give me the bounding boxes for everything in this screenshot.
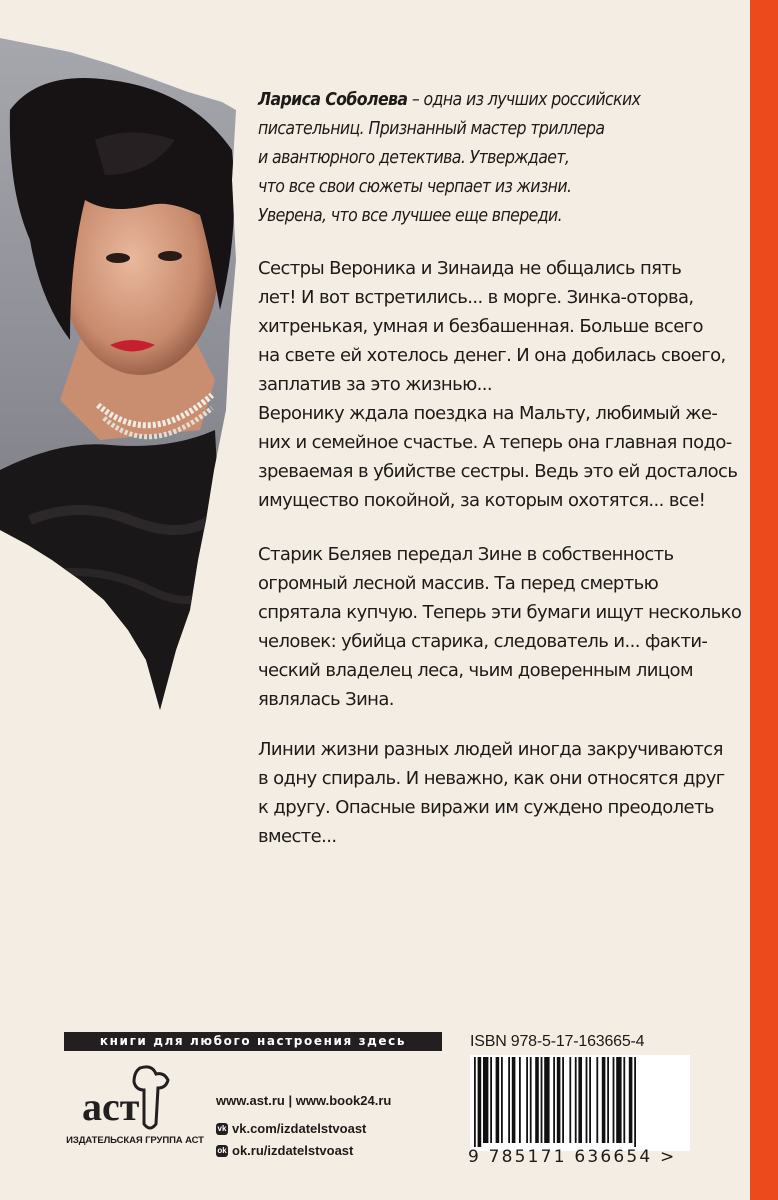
ok-icon: ok (217, 1146, 227, 1155)
author-bio (258, 86, 728, 231)
barcode-bar (535, 1057, 539, 1143)
text-line: Линии жизни разных людей иногда закручиваются (258, 739, 723, 760)
text-line: вместе... (258, 826, 337, 847)
text-line: Веронику ждала поездка на Мальту, любимый же- (258, 403, 718, 424)
text-line: спрятала купчую. Теперь эти бумаги ищут несколько (258, 602, 742, 623)
synopsis-paragraph-2 (258, 540, 742, 714)
barcode-bar (623, 1057, 625, 1143)
author-bio-line: Уверена, что все лучшее еще впереди. (258, 206, 563, 226)
author-name: Лариса Соболева (258, 90, 408, 110)
barcode-bar (496, 1057, 500, 1143)
text-line: заплатив за это жизнью... (258, 374, 493, 395)
text-line: лет! И вот встретились... в морге. Зинка-оторва, (258, 287, 694, 308)
barcode (470, 1055, 690, 1151)
barcode-bar (483, 1057, 488, 1143)
barcode-bar (501, 1057, 503, 1143)
tagline-banner: книги для любого настроения здесь (64, 1032, 442, 1051)
barcode-bar (602, 1057, 606, 1143)
vk-link[interactable]: vk.com/izdatelstvoast (232, 1121, 367, 1136)
text-line: огромный лесной массив. Та перед смертью (258, 573, 659, 594)
isbn-number: ISBN 978-5-17-163665-4 (470, 1033, 645, 1050)
barcode-bar (512, 1057, 516, 1143)
barcode-bar (616, 1057, 621, 1143)
text-line: к другу. Опасные виражи им суждено преодолеть (258, 797, 714, 818)
text-line: зреваемая в убийстве сестры. Ведь это ей досталось (258, 461, 738, 482)
barcode-bar (562, 1057, 564, 1143)
spine-stripe (750, 0, 778, 1200)
synopsis-paragraph-3 (258, 735, 738, 851)
barcode-bar (508, 1057, 510, 1143)
logo-text: АСТ (82, 1084, 140, 1129)
synopsis-paragraph-1 (258, 254, 738, 515)
publisher-label: ИЗДАТЕЛЬСКАЯ ГРУППА АСТ (66, 1135, 204, 1146)
barcode-bar (596, 1057, 598, 1143)
barcode-bar (553, 1057, 555, 1143)
author-portrait (0, 0, 250, 720)
barcode-bar (569, 1057, 571, 1143)
author-bio-line: что все свои сюжеты черпает из жизни. (258, 177, 572, 197)
barcode-bar (557, 1057, 561, 1143)
barcode-bar (490, 1057, 492, 1143)
barcode-bar (589, 1057, 591, 1143)
barcode-bar (526, 1057, 528, 1143)
barcode-bar (474, 1057, 476, 1147)
publisher-links (216, 1090, 391, 1162)
barcode-bar (544, 1057, 549, 1143)
text-line: хитренькая, умная и безбашенная. Больше всего (258, 316, 703, 337)
barcode-bar (607, 1057, 609, 1143)
author-bio-line: – одна из лучших российских (411, 90, 641, 110)
barcode-bar (478, 1057, 482, 1147)
text-line: Сестры Вероника и Зинаида не общались пять (258, 258, 682, 279)
barcode-bar (541, 1057, 543, 1143)
text-line: в одну спираль. И неважно, как они относятся друг (258, 768, 725, 789)
text-line: ческий владелец леса, чьим доверенным лицом (258, 660, 693, 681)
author-bio-line: писательниц. Признанный мастер триллера (258, 119, 605, 139)
vk-icon: vk (217, 1124, 227, 1133)
barcode-bar (530, 1057, 532, 1143)
text-line: них и семейное счастье. А теперь она главная подо- (258, 432, 732, 453)
text-line: человек: убийца старика, следователь и... факти- (258, 631, 708, 652)
text-line: являлась Зина. (258, 689, 394, 710)
text-line: на свете ей хотелось денег. И она добилась своего, (258, 345, 726, 366)
text-line: имущество покойной, за которым охотятся... все! (258, 490, 706, 511)
barcode-bar (613, 1057, 615, 1143)
website-links[interactable]: www.ast.ru | www.book24.ru (216, 1093, 392, 1108)
barcode-digits: 9 785171 636654 > (468, 1147, 677, 1167)
ok-link[interactable]: ok.ru/izdatelstvoast (232, 1143, 354, 1158)
barcode-bar (586, 1057, 588, 1143)
barcode-bar (629, 1057, 633, 1143)
barcode-bar (575, 1057, 577, 1143)
text-line: Старик Беляев передал Зине в собственность (258, 544, 674, 565)
barcode-bar (634, 1057, 636, 1147)
barcode-bar (578, 1057, 582, 1143)
author-bio-line: и авантюрного детектива. Утверждает, (258, 148, 570, 168)
barcode-bar (519, 1057, 521, 1143)
